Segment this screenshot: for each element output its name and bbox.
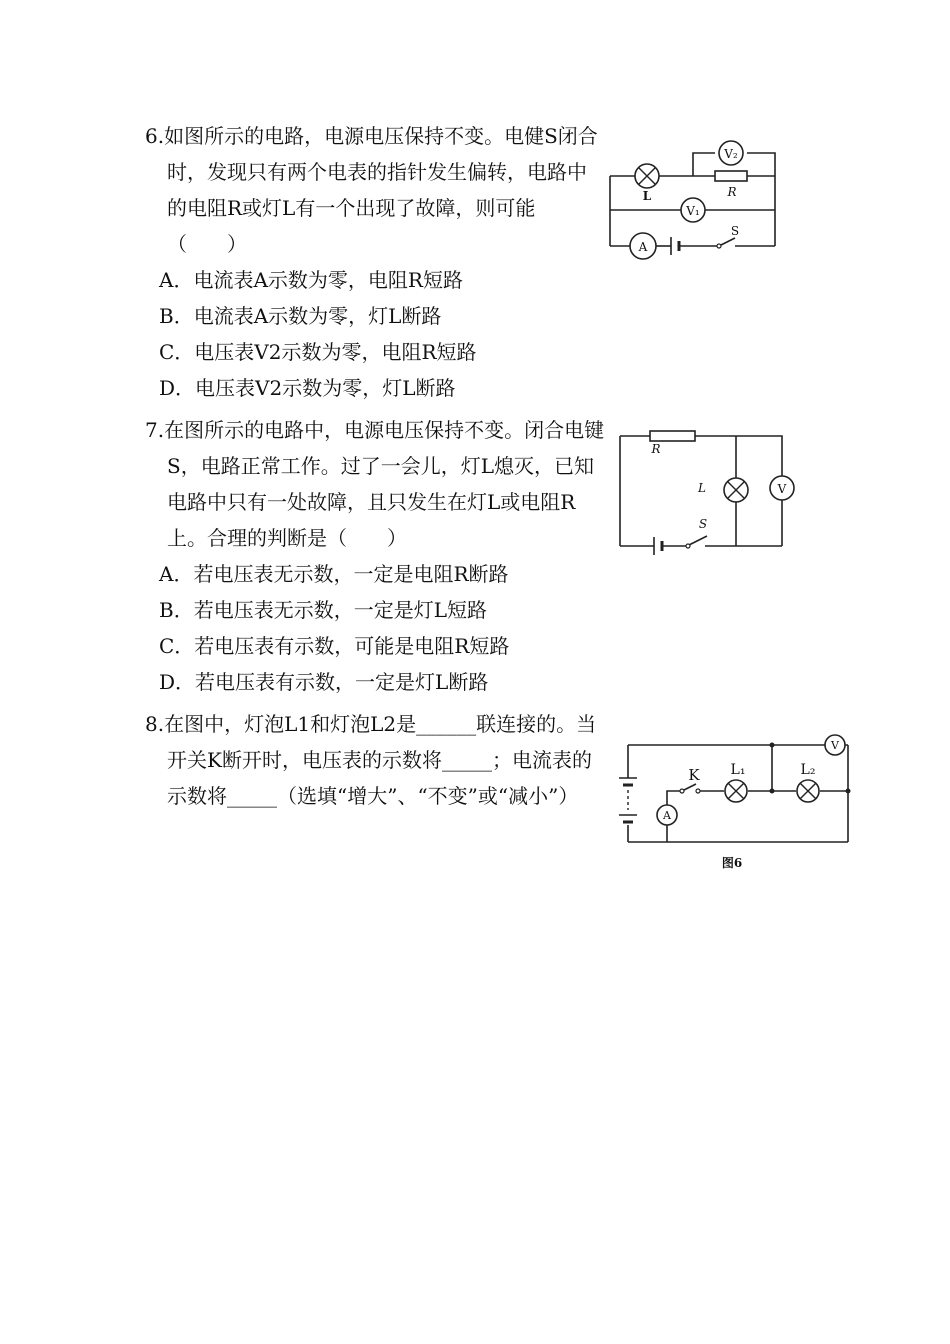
- voltmeter-v-symbol: [825, 735, 845, 755]
- question-6-option-a: A．电流表A示数为零，电阻R短路: [159, 268, 463, 292]
- question-6-option-d: D．电压表V2示数为零，灯L断路: [159, 376, 456, 400]
- question-7-option-a: A．若电压表无示数，一定是电阻R断路: [159, 562, 509, 586]
- ammeter-a-symbol: [657, 805, 677, 825]
- question-7-option-c: C．若电压表有示数，可能是电阻R短路: [159, 634, 510, 658]
- label-s: S: [730, 224, 740, 238]
- question-6-stem: 6.如图所示的电路，电源电压保持不变。电健S闭合时，发现只有两个电表的指针发生偏转，电路中的电阻R或灯L有一个出现了故障，则可能（ ）: [145, 124, 598, 256]
- question-7-option-b: B．若电压表无示数，一定是灯L短路: [159, 598, 487, 622]
- switch-s-symbol: [686, 544, 690, 548]
- lamp-l2-symbol: [797, 780, 819, 802]
- resistor-r-symbol: [650, 431, 695, 441]
- question-6-option-b: B．电流表A示数为零，灯L断路: [159, 304, 442, 328]
- label-r: R: [727, 185, 737, 199]
- label-k: K: [688, 766, 700, 784]
- label-v: V: [777, 482, 787, 496]
- label-s: S: [698, 517, 708, 531]
- circuit-figure-q7: [612, 426, 802, 556]
- label-l: L: [698, 481, 706, 495]
- switch-s-symbol: [717, 244, 721, 248]
- label-l: L: [642, 189, 652, 203]
- lamp-l-symbol: [635, 164, 659, 188]
- battery-symbol: [671, 237, 679, 255]
- circuit-figure-q8: [610, 728, 855, 873]
- switch-k-symbol: [680, 789, 700, 793]
- question-7: [145, 412, 605, 700]
- label-v2: V₂: [724, 147, 738, 161]
- battery-symbol: [654, 537, 662, 555]
- label-l1: L₁: [730, 762, 746, 778]
- question-7-stem: 7.在图所示的电路中，电源电压保持不变。闭合电键S，电路正常工作。过了一会儿，灯L熄灭，已知电路中只有一处故障，且只发生在灯L或电阻R上。合理的判断是（ ）: [145, 418, 605, 550]
- label-a: A: [663, 809, 671, 822]
- voltmeter-v1-symbol: [681, 198, 705, 222]
- voltmeter-v2-symbol: [719, 141, 743, 165]
- label-v1: V₁: [686, 204, 700, 218]
- voltmeter-v-symbol: [770, 476, 794, 500]
- ammeter-a-symbol: [630, 233, 656, 259]
- resistor-r-symbol: [715, 171, 747, 181]
- label-v: V: [831, 739, 839, 752]
- question-6: [145, 118, 605, 406]
- label-r: R: [651, 442, 661, 456]
- question-8-stem: 8.在图中，灯泡L1和灯泡L2是______联连接的。当开关K断开时，电压表的示数将_____；电流表的示数将_____（选填“增大”、“不变”或“减小”）: [145, 712, 597, 808]
- question-7-option-d: D．若电压表有示数，一定是灯L断路: [159, 670, 489, 694]
- label-l2: L₂: [800, 762, 816, 778]
- lamp-l-symbol: [724, 478, 748, 502]
- circuit-figure-q6: [605, 138, 785, 263]
- lamp-l1-symbol: [725, 780, 747, 802]
- label-a: A: [638, 240, 648, 254]
- question-8: [145, 706, 605, 814]
- figure-caption: 图6: [721, 856, 743, 870]
- question-6-option-c: C．电压表V2示数为零，电阻R短路: [159, 340, 477, 364]
- battery-symbol: [619, 778, 637, 822]
